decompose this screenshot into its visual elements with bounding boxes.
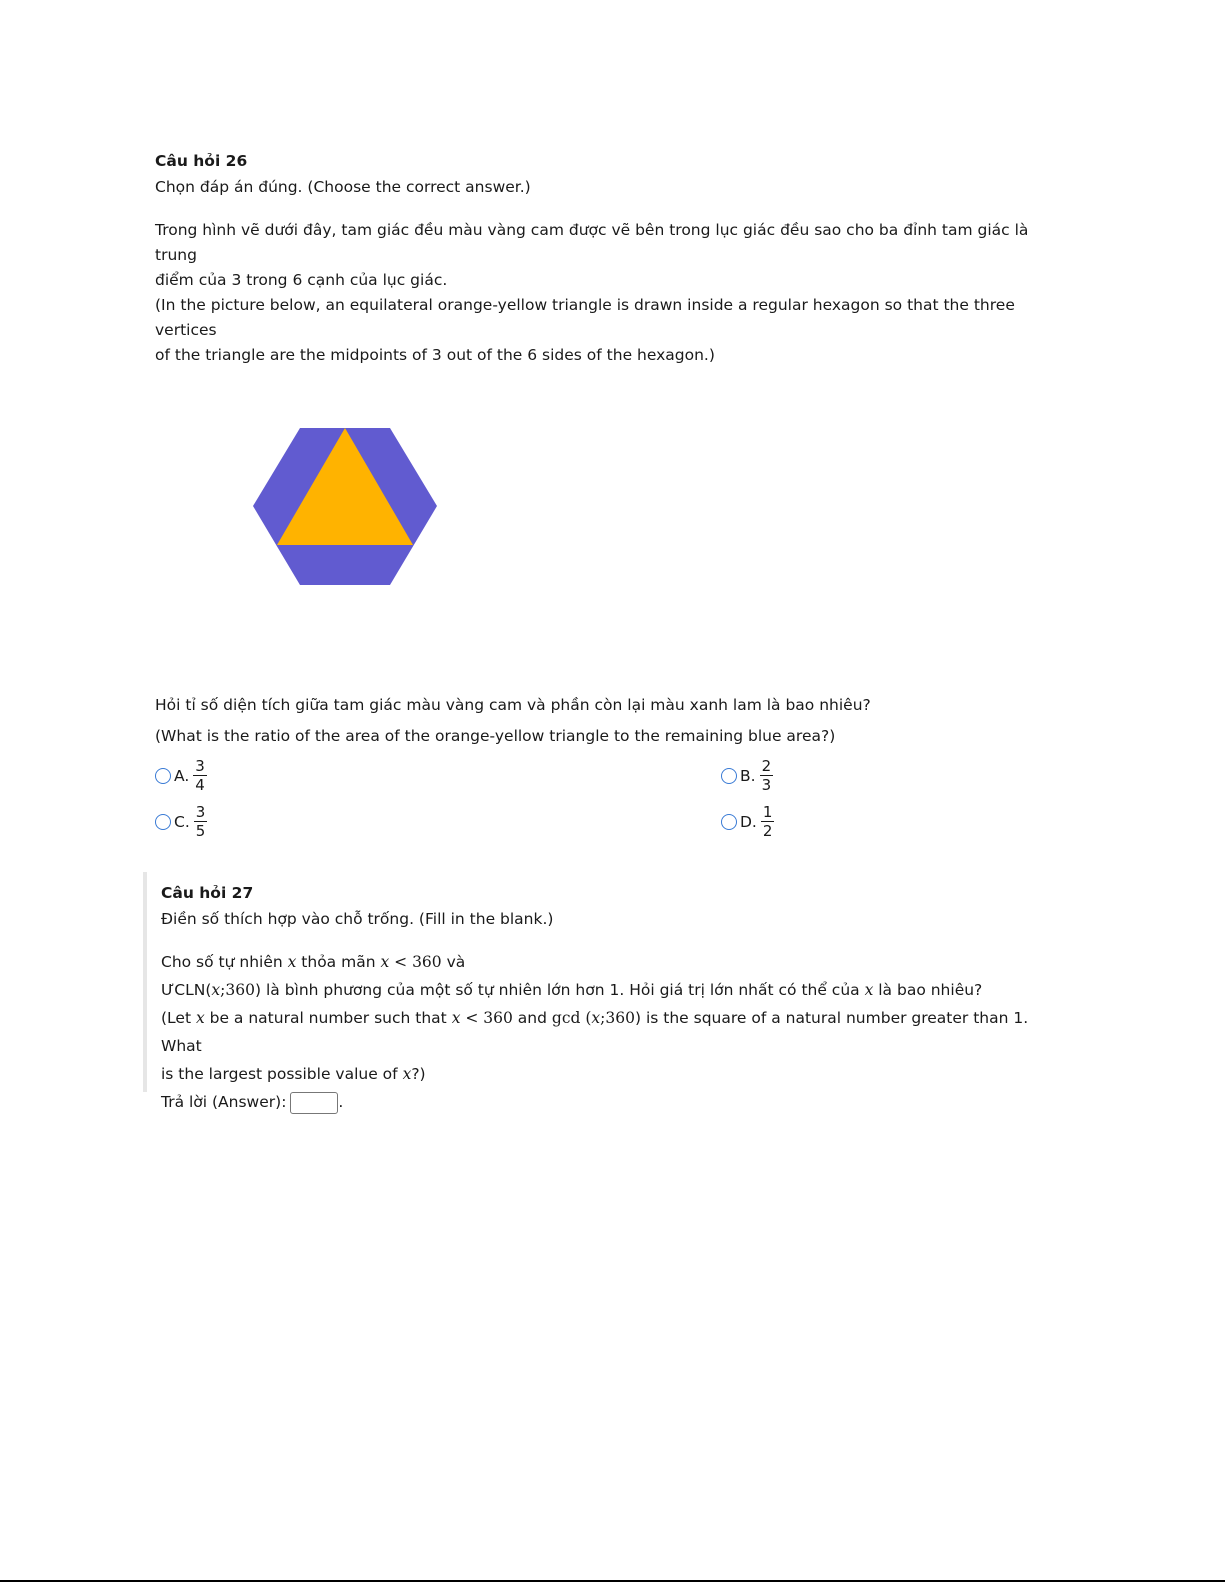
choice-letter: C. [174, 812, 190, 831]
math-operator: < [460, 1009, 484, 1027]
math-operator: ; [600, 1009, 606, 1027]
text: (Let [161, 1009, 196, 1027]
radio-button[interactable] [155, 814, 171, 830]
math-operator: < [389, 953, 413, 971]
math-operator: ; [220, 981, 226, 999]
radio-button[interactable] [155, 768, 171, 784]
math-number: 360 [483, 1009, 513, 1027]
ratio-question [155, 690, 1065, 752]
radio-button[interactable] [721, 768, 737, 784]
fraction-numerator: 3 [195, 803, 206, 821]
hexagon-triangle-figure [250, 422, 440, 596]
math-variable: x [287, 953, 297, 971]
text: là bao nhiêu? [873, 981, 983, 999]
choice-c[interactable] [155, 804, 207, 839]
math-number: 360 [412, 953, 442, 971]
math-variable: x [402, 1065, 412, 1083]
fraction-numerator: 1 [762, 803, 773, 821]
math-variable: x [451, 1009, 461, 1027]
fraction [193, 758, 207, 793]
question-27 [143, 872, 1063, 1111]
text: ?) [411, 1065, 426, 1083]
answer-input[interactable] [290, 1092, 338, 1114]
fraction-denominator: 2 [762, 822, 773, 840]
stem-vi-line-2: điểm của 3 trong 6 cạnh của lục giác. [155, 271, 448, 289]
math-variable: x [380, 953, 390, 971]
page-bottom-rule [0, 1580, 1225, 1582]
text: be a natural number such that [204, 1009, 452, 1027]
fraction-denominator: 5 [195, 822, 206, 840]
question-instruction: Điền số thích hợp vào chỗ trống. (Fill in the blank.) [161, 910, 554, 928]
math-operator: ( [580, 1009, 592, 1027]
text: is the largest possible value of [161, 1065, 403, 1083]
stem-line-4 [161, 1060, 1063, 1088]
question-instruction: Chọn đáp án đúng. (Choose the correct answer.) [155, 178, 531, 196]
choice-letter: B. [740, 766, 756, 785]
choice-letter: D. [740, 812, 757, 831]
fraction-numerator: 3 [195, 757, 205, 775]
question-vi: Hỏi tỉ số diện tích giữa tam giác màu vàng cam và phần còn lại màu xanh lam là bao nhiêu? [155, 696, 871, 714]
math-variable: x [195, 1009, 205, 1027]
stem-line-2 [161, 976, 1063, 1004]
math-variable: x [211, 981, 221, 999]
math-number: 360 [225, 981, 255, 999]
text: . [338, 1093, 344, 1111]
radio-button[interactable] [721, 814, 737, 830]
stem-vi-line-1: Trong hình vẽ dưới đây, tam giác đều màu vàng cam được vẽ bên trong lục giác đều sao cho ba đỉnh tam giác là trung [155, 221, 1029, 264]
choice-b[interactable] [721, 758, 773, 793]
fraction [761, 804, 775, 839]
fraction [194, 804, 208, 839]
question-title: Câu hỏi 27 [161, 884, 254, 902]
figure-svg [250, 422, 440, 592]
text: và [441, 953, 466, 971]
fraction-denominator: 3 [761, 776, 772, 794]
answer-row [161, 1088, 1063, 1116]
question-en: (What is the ratio of the area of the orange-yellow triangle to the remaining blue area?) [155, 727, 836, 745]
math-function: gcd [551, 1009, 581, 1027]
text: ) is the square of a natural number greater than 1. What [161, 1009, 1029, 1055]
text: ƯCLN( [161, 981, 212, 999]
text: ) là bình phương của một số tự nhiên lớn hơn 1. Hỏi giá trị lớn nhất có thể của [254, 981, 865, 999]
stem-line-1 [161, 948, 1063, 976]
question-stem [155, 218, 1065, 368]
stem-en-line-2: of the triangle are the midpoints of 3 out of the 6 sides of the hexagon.) [155, 346, 715, 364]
fraction-denominator: 4 [195, 776, 205, 794]
text: thỏa mãn [296, 953, 381, 971]
choice-d[interactable] [721, 804, 774, 839]
fraction-numerator: 2 [761, 757, 772, 775]
stem-line-3 [161, 1004, 1063, 1060]
text: and [512, 1009, 552, 1027]
choice-letter: A. [174, 766, 190, 785]
stem-en-line-1: (In the picture below, an equilateral orange-yellow triangle is drawn inside a regular hexagon so that the three vertices [155, 296, 1015, 339]
fraction [760, 758, 774, 793]
answer-label: Trả lời (Answer): [161, 1093, 287, 1111]
question-stem [161, 948, 1063, 1116]
math-number: 360 [605, 1009, 635, 1027]
text: Cho số tự nhiên [161, 953, 288, 971]
question-title: Câu hỏi 26 [155, 152, 248, 170]
choice-a[interactable] [155, 758, 207, 793]
math-variable: x [864, 981, 874, 999]
math-variable: x [591, 1009, 601, 1027]
question-26 [155, 150, 1065, 368]
